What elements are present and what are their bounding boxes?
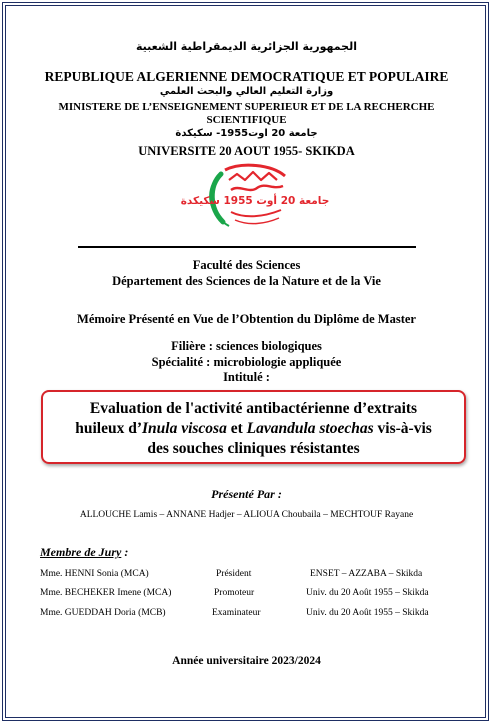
jury-member-name: Mme. HENNI Sonia (MCA) — [40, 569, 149, 579]
logo-red-swash — [229, 172, 277, 180]
logo-red-wave — [231, 186, 283, 190]
memoire-statement: Mémoire Présenté en Vue de l’Obtention du Diplôme de Master — [77, 312, 416, 326]
specialite-label: Spécialité : — [151, 355, 211, 369]
thesis-title-line3: des souches cliniques résistantes — [147, 440, 360, 457]
arabic-ministry-name: وزارة التعليم العالي والبحث العلمي — [159, 86, 334, 97]
separator-line — [78, 246, 416, 248]
jury-member-name: Mme. BECHEKER Imene (MCA) — [40, 588, 172, 598]
logo-red-underline-thin — [235, 218, 279, 224]
specialite-line — [0, 355, 493, 370]
jury-heading: Membre de Jury : — [40, 545, 129, 559]
thesis-title-box — [41, 390, 466, 464]
thesis-title-line2: huileux d’Inula viscosa et Lavandula stoechas vis-à-vis — [75, 420, 432, 437]
authors-list: ALLOUCHE Lamis – ANNANE Hadjer – ALIOUA Choubaila – MECHTOUF Rayane — [79, 510, 414, 520]
ministry-name-line2: SCIENTIFIQUE — [206, 114, 287, 126]
arabic-university-name: جامعة 20 اوت1955- سكيكدة — [175, 128, 318, 139]
jury-member-role: Examinateur — [212, 608, 261, 618]
academic-year: Année universitaire 2023/2024 — [172, 655, 321, 667]
thesis-title-line1: Evaluation de l'activité antibactérienne d’extraits — [89, 400, 418, 417]
jury-member-name: Mme. GUEDDAH Doria (MCB) — [40, 608, 166, 618]
specialite-value: microbiologie appliquée — [213, 355, 342, 369]
filiere-label: Filière : — [171, 339, 213, 353]
department-name: Département des Sciences de la Nature et de la Vie — [112, 274, 381, 288]
ministry-name-line1: MINISTERE DE L’ENSEIGNEMENT SUPERIEUR ET DE LA RECHERCHE — [58, 101, 435, 113]
university-logo — [180, 160, 330, 232]
intitule-label: Intitulé : — [223, 370, 270, 384]
jury-member-affiliation: Univ. du 20 Août 1955 – Skikda — [306, 608, 429, 618]
filiere-value: sciences biologiques — [215, 339, 322, 353]
presented-by-label: Présenté Par : — [211, 487, 282, 501]
faculty-name: Faculté des Sciences — [192, 258, 301, 272]
logo-red-underline — [231, 210, 281, 216]
species-lavandula: Lavandula stoechas — [246, 420, 374, 437]
jury-member-role: Promoteur — [214, 588, 255, 598]
university-name: UNIVERSITE 20 AOUT 1955- SKIKDA — [138, 144, 355, 158]
arabic-republic-name: الجمهورية الجزائرية الديمقراطية الشعبية — [136, 40, 357, 53]
jury-member-affiliation: Univ. du 20 Août 1955 – Skikda — [306, 588, 429, 598]
species-inula: Inula viscosa — [141, 420, 227, 437]
logo-text: جامعة 20 أوت 1955 سكيكدة — [180, 195, 330, 207]
jury-member-affiliation: ENSET – AZZABA – Skikda — [310, 569, 423, 579]
filiere-line — [0, 339, 493, 354]
republic-name: REPUBLIQUE ALGERIENNE DEMOCRATIQUE ET POPULAIRE — [44, 69, 449, 84]
jury-member-role: Président — [216, 569, 252, 579]
